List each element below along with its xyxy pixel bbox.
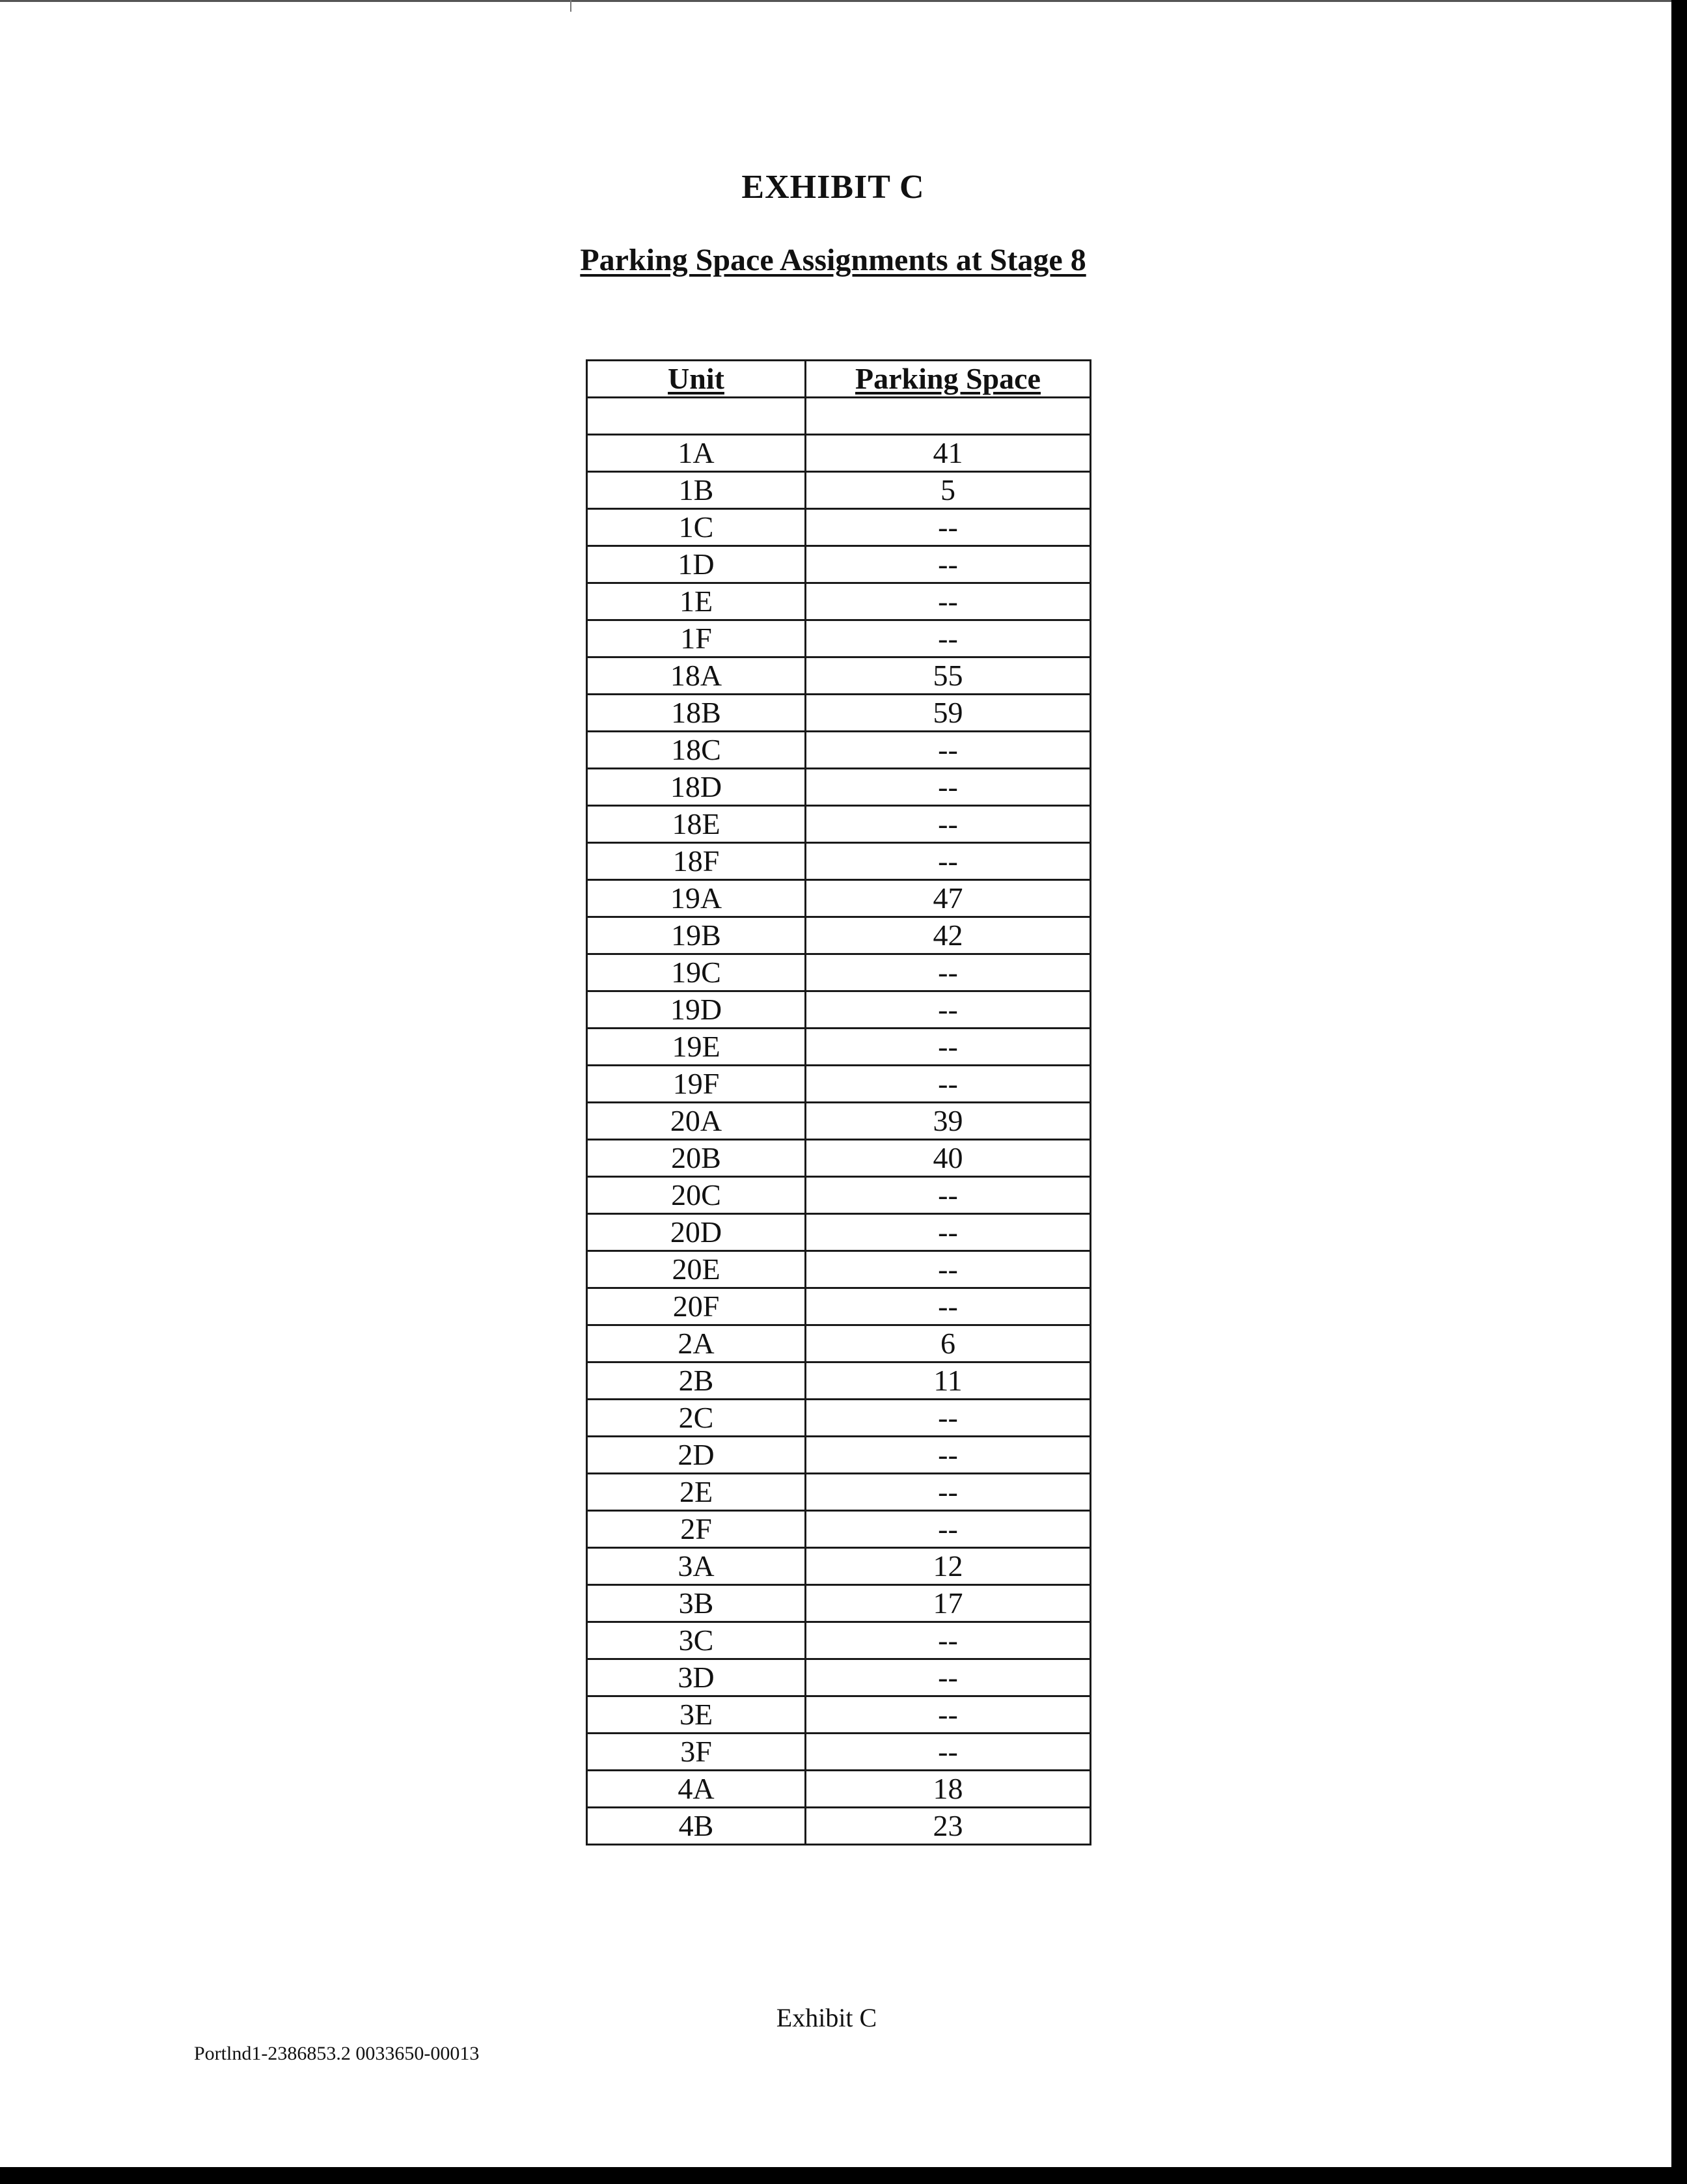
parking-space-cell: -- [806, 1288, 1091, 1325]
table-row [587, 435, 1091, 472]
table-row [587, 991, 1091, 1029]
unit-cell: 19A [587, 880, 806, 917]
parking-space-cell: 59 [806, 695, 1091, 732]
unit-cell: 1A [587, 435, 806, 472]
parking-space-cell: -- [806, 583, 1091, 620]
parking-assignment-table [586, 359, 1091, 1845]
table-row [587, 695, 1091, 732]
parking-space-cell: 17 [806, 1585, 1091, 1622]
unit-cell: 4B [587, 1808, 806, 1845]
parking-space-cell: -- [806, 509, 1091, 546]
parking-space-cell: -- [806, 1177, 1091, 1214]
parking-space-cell: -- [806, 1622, 1091, 1659]
table-row [587, 1066, 1091, 1103]
table-row [587, 1362, 1091, 1400]
table-row [587, 1622, 1091, 1659]
parking-space-cell: -- [806, 991, 1091, 1029]
parking-space-cell: -- [806, 1400, 1091, 1437]
table-row [587, 620, 1091, 657]
scan-bottom-border [0, 2167, 1687, 2184]
unit-cell: 20F [587, 1288, 806, 1325]
table-row [587, 880, 1091, 917]
parking-space-cell: -- [806, 1696, 1091, 1734]
parking-space-cell: -- [806, 1066, 1091, 1103]
unit-cell: 18D [587, 769, 806, 806]
parking-space-cell: 18 [806, 1771, 1091, 1808]
table-row [587, 583, 1091, 620]
parking-space-cell: 5 [806, 472, 1091, 509]
parking-space-cell: 41 [806, 435, 1091, 472]
page-title: EXHIBIT C [741, 169, 925, 206]
unit-cell: 3D [587, 1659, 806, 1696]
parking-space-cell: 6 [806, 1325, 1091, 1362]
unit-column-header [587, 361, 806, 398]
parking-space-cell: 11 [806, 1362, 1091, 1400]
parking-space-cell: 47 [806, 880, 1091, 917]
parking-space-cell: 23 [806, 1808, 1091, 1845]
unit-cell: 20D [587, 1214, 806, 1251]
table-row [587, 546, 1091, 583]
parking-space-cell: 12 [806, 1548, 1091, 1585]
footer-page-label: Exhibit C [776, 2003, 877, 2032]
table-row [587, 1140, 1091, 1177]
table-row [587, 1734, 1091, 1771]
unit-cell: 1D [587, 546, 806, 583]
unit-cell: 20E [587, 1251, 806, 1288]
unit-cell: 1B [587, 472, 806, 509]
unit-cell: 20C [587, 1177, 806, 1214]
scan-tick-mark [570, 0, 571, 12]
table-row [587, 843, 1091, 880]
unit-cell: 3C [587, 1622, 806, 1659]
table-row [587, 398, 1091, 435]
table-row [587, 1585, 1091, 1622]
parking-space-cell: -- [806, 843, 1091, 880]
table-row [587, 1696, 1091, 1734]
unit-cell: 18E [587, 806, 806, 843]
unit-cell: 18B [587, 695, 806, 732]
table-row [587, 1474, 1091, 1511]
parking-space-cell: -- [806, 954, 1091, 991]
table-row [587, 1548, 1091, 1585]
table-row [587, 1288, 1091, 1325]
table-body [587, 398, 1091, 1845]
unit-cell: 19F [587, 1066, 806, 1103]
parking-space-cell: -- [806, 1251, 1091, 1288]
parking-table-container [586, 359, 1090, 1845]
unit-cell: 2F [587, 1511, 806, 1548]
table-row [587, 1029, 1091, 1066]
parking-space-cell: -- [806, 1474, 1091, 1511]
unit-cell: 3A [587, 1548, 806, 1585]
unit-cell: 18A [587, 657, 806, 695]
unit-cell: 19B [587, 917, 806, 954]
table-row [587, 509, 1091, 546]
table-row [587, 769, 1091, 806]
unit-cell: 20B [587, 1140, 806, 1177]
parking-space-cell: -- [806, 732, 1091, 769]
page-subtitle [0, 242, 1666, 278]
table-row [587, 1251, 1091, 1288]
scan-top-edge [0, 0, 1687, 2]
table-row [587, 1771, 1091, 1808]
unit-cell: 19C [587, 954, 806, 991]
unit-cell: 18F [587, 843, 806, 880]
table-row [587, 1325, 1091, 1362]
table-row [587, 1103, 1091, 1140]
footer-document-id: Portlnd1-2386853.2 0033650-00013 [194, 2043, 480, 2064]
unit-cell: 2E [587, 1474, 806, 1511]
parking-space-cell: -- [806, 769, 1091, 806]
parking-space-cell: 42 [806, 917, 1091, 954]
parking-space-cell: -- [806, 1029, 1091, 1066]
table-row [587, 472, 1091, 509]
unit-cell: 1C [587, 509, 806, 546]
table-row [587, 1437, 1091, 1474]
parking-space-column-header [806, 361, 1091, 398]
parking-space-cell: -- [806, 1214, 1091, 1251]
unit-cell: 20A [587, 1103, 806, 1140]
table-row [587, 1400, 1091, 1437]
scan-right-border [1671, 0, 1687, 2184]
table-row [587, 657, 1091, 695]
table-row [587, 1177, 1091, 1214]
unit-cell: 2B [587, 1362, 806, 1400]
unit-cell: 3F [587, 1734, 806, 1771]
table-row [587, 1659, 1091, 1696]
parking-space-cell: -- [806, 1734, 1091, 1771]
unit-cell: 19D [587, 991, 806, 1029]
unit-cell: 1E [587, 583, 806, 620]
parking-space-cell: -- [806, 1511, 1091, 1548]
parking-space-cell: 39 [806, 1103, 1091, 1140]
unit-header-label: Unit [668, 362, 724, 395]
table-row [587, 806, 1091, 843]
table-row [587, 917, 1091, 954]
parking-space-cell: 55 [806, 657, 1091, 695]
table-row [587, 732, 1091, 769]
parking-space-cell: -- [806, 620, 1091, 657]
unit-cell: 2D [587, 1437, 806, 1474]
parking-space-header-label: Parking Space [855, 362, 1041, 395]
table-row [587, 1214, 1091, 1251]
unit-cell: 3B [587, 1585, 806, 1622]
parking-space-cell: -- [806, 546, 1091, 583]
table-row [587, 1511, 1091, 1548]
unit-cell [587, 398, 806, 435]
unit-cell: 2C [587, 1400, 806, 1437]
parking-space-cell [806, 398, 1091, 435]
table-header-row [587, 361, 1091, 398]
parking-space-cell: -- [806, 1437, 1091, 1474]
unit-cell: 1F [587, 620, 806, 657]
unit-cell: 3E [587, 1696, 806, 1734]
unit-cell: 19E [587, 1029, 806, 1066]
unit-cell: 2A [587, 1325, 806, 1362]
unit-cell: 4A [587, 1771, 806, 1808]
parking-space-cell: -- [806, 806, 1091, 843]
parking-space-cell: -- [806, 1659, 1091, 1696]
table-row [587, 1808, 1091, 1845]
parking-space-cell: 40 [806, 1140, 1091, 1177]
table-row [587, 954, 1091, 991]
page-subtitle-text: Parking Space Assignments at Stage 8 [580, 243, 1086, 277]
unit-cell: 18C [587, 732, 806, 769]
